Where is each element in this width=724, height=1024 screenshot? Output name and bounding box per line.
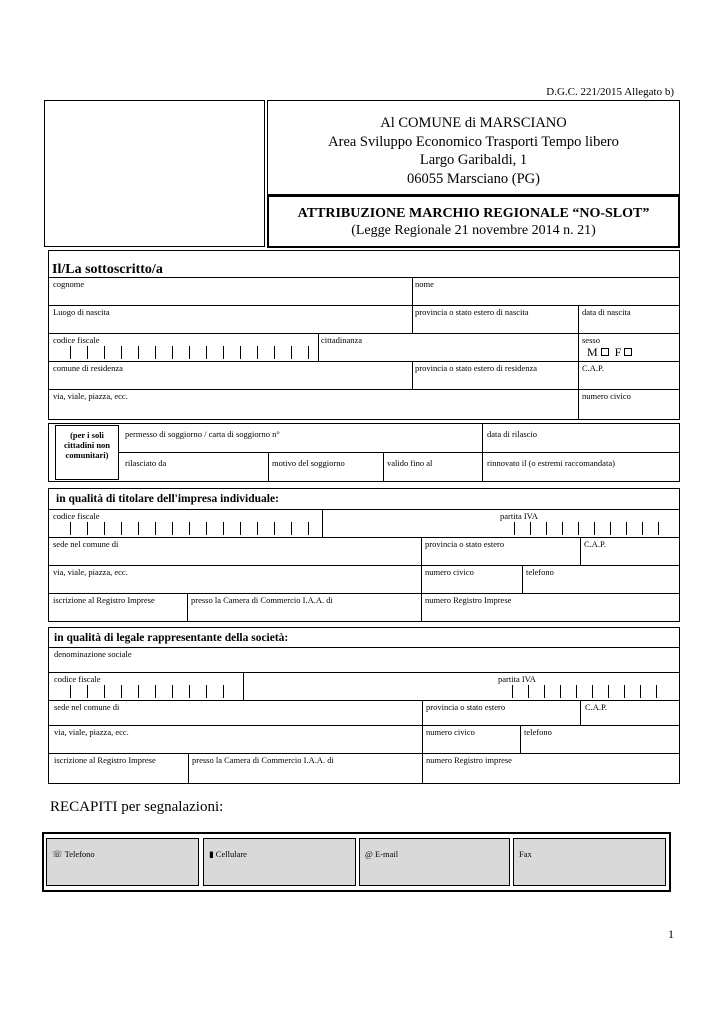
ind-sede-comune[interactable]: sede nel comune di: [53, 539, 119, 549]
soc-iscrizione[interactable]: iscrizione al Registro Imprese: [54, 755, 156, 765]
recipient-box: [267, 100, 680, 195]
recipient-line1: Al COMUNE di MARSCIANO: [380, 115, 567, 131]
soc-telefono[interactable]: telefono: [524, 727, 552, 737]
soc-provincia[interactable]: provincia o stato estero: [426, 702, 506, 712]
ind-numero-registro[interactable]: numero Registro Imprese: [425, 595, 512, 605]
ind-camera[interactable]: presso la Camera di Commercio I.A.A. di: [191, 595, 333, 605]
field-motivo[interactable]: motivo del soggiorno: [272, 458, 345, 468]
individual-heading: in qualità di titolare dell'impresa individuale:: [56, 493, 279, 505]
sesso-m-checkbox[interactable]: [601, 348, 609, 356]
field-sesso: sesso: [582, 335, 600, 345]
soc-sede-comune[interactable]: sede nel comune di: [54, 702, 120, 712]
sesso-m-label: M: [587, 345, 598, 359]
recapiti-fax-cell[interactable]: [513, 838, 666, 886]
ind-telefono[interactable]: telefono: [526, 567, 554, 577]
soc-cap[interactable]: C.A.P.: [585, 702, 607, 712]
field-cognome[interactable]: cognome: [53, 279, 85, 289]
soc-numero-civico[interactable]: numero civico: [426, 727, 475, 737]
soc-codice-fiscale[interactable]: codice fiscale: [54, 674, 101, 684]
field-permesso[interactable]: permesso di soggiorno / carta di soggiorno n°: [125, 429, 280, 439]
sesso-f-label: F: [614, 345, 622, 359]
soc-camera[interactable]: presso la Camera di Commercio I.A.A. di: [192, 755, 334, 765]
field-data-rilascio[interactable]: data di rilascio: [487, 429, 538, 439]
recipient-line4: 06055 Marsciano (PG): [407, 170, 540, 187]
ind-iscrizione[interactable]: iscrizione al Registro Imprese: [53, 595, 155, 605]
ind-provincia[interactable]: provincia o stato estero: [425, 539, 505, 549]
ind-numero-civico[interactable]: numero civico: [425, 567, 474, 577]
permit-note-line2: cittadini non: [63, 440, 111, 450]
recapiti-heading: RECAPITI per segnalazioni:: [50, 799, 224, 815]
document-reference: D.G.C. 221/2015 Allegato b): [546, 86, 674, 98]
field-provincia-residenza[interactable]: provincia o stato estero di residenza: [415, 363, 538, 373]
permit-note-box: [55, 425, 119, 480]
ind-via[interactable]: via, viale, piazza, ecc.: [53, 567, 128, 577]
field-data-nascita[interactable]: data di nascita: [582, 307, 631, 317]
field-provincia-nascita[interactable]: provincia o stato estero di nascita: [415, 307, 529, 317]
page-number: 1: [668, 927, 674, 941]
soc-denominazione[interactable]: denominazione sociale: [54, 649, 132, 659]
field-codice-fiscale[interactable]: codice fiscale: [53, 335, 100, 345]
field-via[interactable]: via, viale, piazza, ecc.: [53, 391, 128, 401]
soc-via[interactable]: via, viale, piazza, ecc.: [54, 727, 129, 737]
sesso-options: [587, 346, 635, 359]
field-comune-residenza[interactable]: comune di residenza: [53, 363, 123, 373]
soc-numero-registro[interactable]: numero Registro imprese: [426, 755, 512, 765]
email-icon-label: @ E-mail: [365, 849, 399, 859]
title-box: [267, 195, 680, 248]
form-subtitle: (Legge Regionale 21 novembre 2014 n. 21): [351, 223, 596, 238]
recapiti-cellulare-cell[interactable]: [203, 838, 356, 886]
photo-box: [44, 100, 265, 247]
field-numero-civico[interactable]: numero civico: [582, 391, 631, 401]
field-rilasciato-da[interactable]: rilasciato da: [125, 458, 167, 468]
ind-codice-fiscale[interactable]: codice fiscale: [53, 511, 100, 521]
recipient-line3: Largo Garibaldi, 1: [419, 152, 528, 168]
field-nome[interactable]: nome: [415, 279, 434, 289]
signatory-heading: Il/La sottoscritto/a: [52, 262, 163, 277]
field-rinnovato[interactable]: rinnovato il (o estremi raccomandata): [487, 458, 615, 468]
permit-note-line3: comunitari): [65, 450, 109, 460]
sesso-f-checkbox[interactable]: [624, 348, 632, 356]
field-cap[interactable]: C.A.P.: [582, 363, 604, 373]
recapiti-telefono-cell[interactable]: [46, 838, 199, 886]
phone-icon-label: ☏ Telefono: [52, 849, 95, 859]
recapiti-email-cell[interactable]: [359, 838, 510, 886]
recipient-line2: Area Sviluppo Economico Trasporti Tempo libero: [328, 133, 619, 150]
mobile-icon-label: ▮ Cellulare: [209, 849, 247, 859]
form-title: ATTRIBUZIONE MARCHIO REGIONALE “NO-SLOT”: [297, 206, 650, 221]
field-valido[interactable]: valido fino al: [387, 458, 433, 468]
field-luogo-nascita[interactable]: Luogo di nascita: [53, 307, 110, 317]
ind-cap[interactable]: C.A.P.: [584, 539, 606, 549]
soc-partita-iva[interactable]: partita IVA: [498, 674, 536, 684]
company-heading: in qualità di legale rappresentante della società:: [54, 632, 289, 644]
fax-label: Fax: [519, 849, 532, 859]
permit-note-line1: (per i soli: [70, 430, 104, 440]
ind-partita-iva[interactable]: partita IVA: [500, 511, 538, 521]
field-cittadinanza[interactable]: cittadinanza: [321, 335, 363, 345]
